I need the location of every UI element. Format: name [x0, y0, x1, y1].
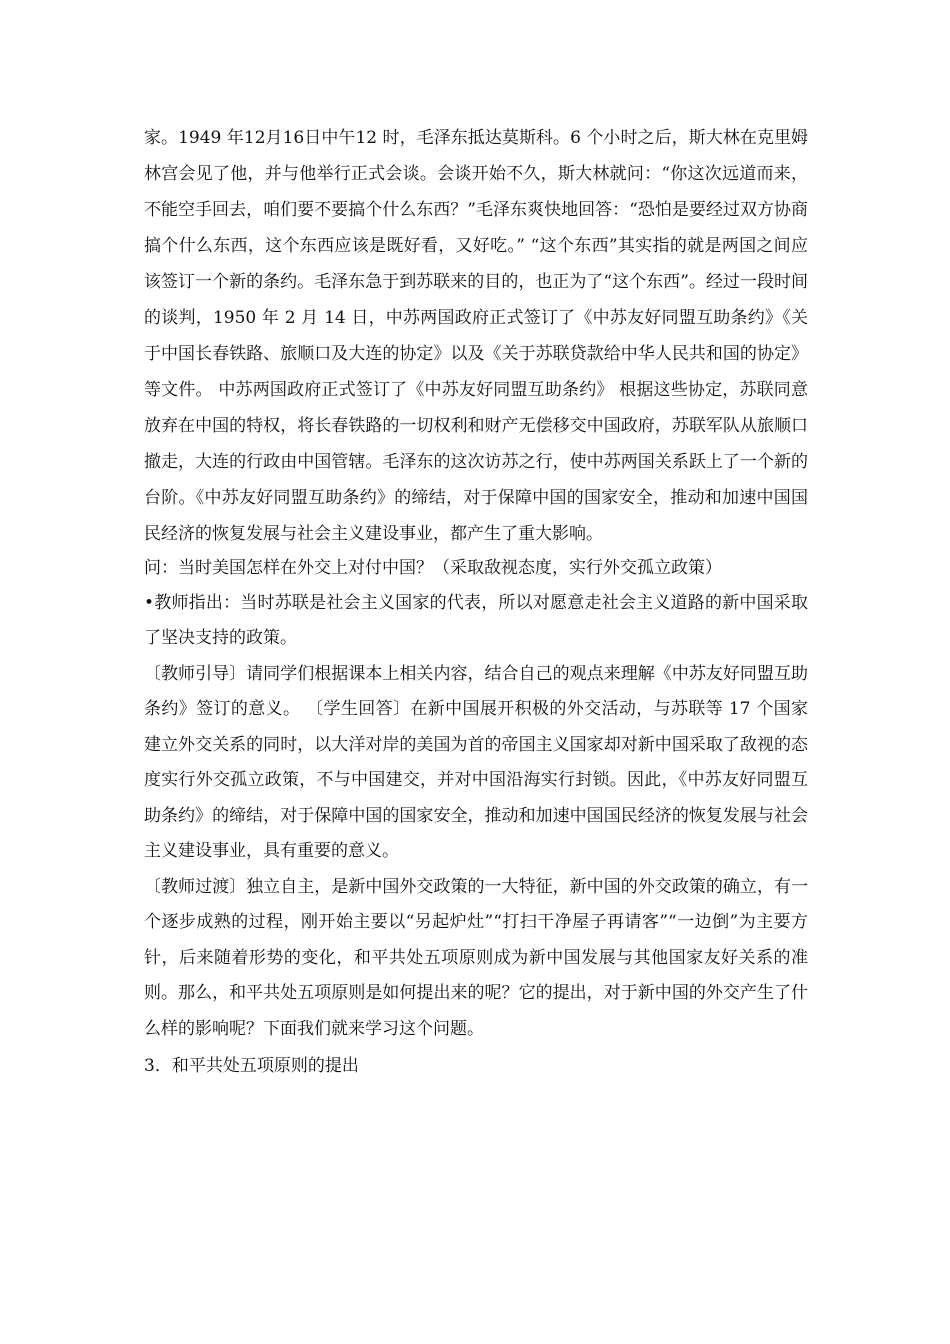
- section-heading-five-principles: 3．和平共处五项原则的提出: [144, 1056, 359, 1076]
- paragraph-teacher-guidance: 〔教师引导〕请同学们根据课本上相关内容，结合自己的观点来理解《中苏友好同盟互助条约》签订的意义。 〔学生回答〕在新中国展开积极的外交活动，与苏联等 17 个国家建立外交关系的同时，以大洋对岸的美国为首的帝国主义国家却对新中国采取了敌视的态度实行外交孤立政策，不与中国建交，并对中国沿海实行封锁。因此，《中苏友好同盟互助条约》的缔结，对于保障中国的国家安全，推动和加速中国国民经济的恢复发展与社会主义建设事业，具有重要的意义。: [144, 663, 808, 861]
- paragraph-question-us-policy: 问：当时美国怎样在外交上对付中国？（采取敌视态度，实行外交孤立政策）: [144, 558, 722, 578]
- paragraph-teacher-points-out: •教师指出：当时苏联是社会主义国家的代表，所以对愿意走社会主义道路的新中国采取了坚决支持的政策。: [144, 592, 808, 648]
- document-body: [144, 120, 808, 1085]
- paragraph-sino-soviet-treaty: 家。1949 年12月16日中午12 时，毛泽东抵达莫斯科。6 个小时之后，斯大林在克里姆林宫会见了他，并与他举行正式会谈。会谈开始不久，斯大林就问：“你这次远道而来，不能空手回去，咱们要不要搞个什么东西？”毛泽东爽快地回答：“恐怕是要经过双方协商搞个什么东西，这个东西应该是既好看，又好吃。” “这个东西”其实指的就是两国之间应该签订一个新的条约。毛泽东急于到苏联来的目的，也正为了“这个东西”。经过一段时间的谈判，1950 年 2 月 14 日，中苏两国政府正式签订了《中苏友好同盟互助条约》《关于中国长春铁路、旅顺口及大连的协定》以及《关于苏联贷款给中华人民共和国的协定》等文件。 中苏两国政府正式签订了《中苏友好同盟互助条约》 根据这些协定，苏联同意放弃在中国的特权，将长春铁路的一切权利和财产无偿移交中国政府，苏联军队从旅顺口撤走，大连的行政由中国管辖。毛泽东的这次访苏之行，使中苏两国关系跃上了一个新的台阶。《中苏友好同盟互助条约》的缔结，对于保障中国的国家安全，推动和加速中国国民经济的恢复发展与社会主义建设事业，都产生了重大影响。: [144, 128, 808, 544]
- paragraph-teacher-transition: 〔教师过渡〕独立自主，是新中国外交政策的一大特征，新中国的外交政策的确立，有一个逐步成熟的过程，刚开始主要以“另起炉灶”“打扫干净屋子再请客”“一边倒”为主要方针，后来随着形势的变化，和平共处五项原则成为新中国发展与其他国家友好关系的准则。那么，和平共处五项原则是如何提出来的呢？它的提出，对于新中国的外交产生了什么样的影响呢？下面我们就来学习这个问题。: [144, 876, 808, 1039]
